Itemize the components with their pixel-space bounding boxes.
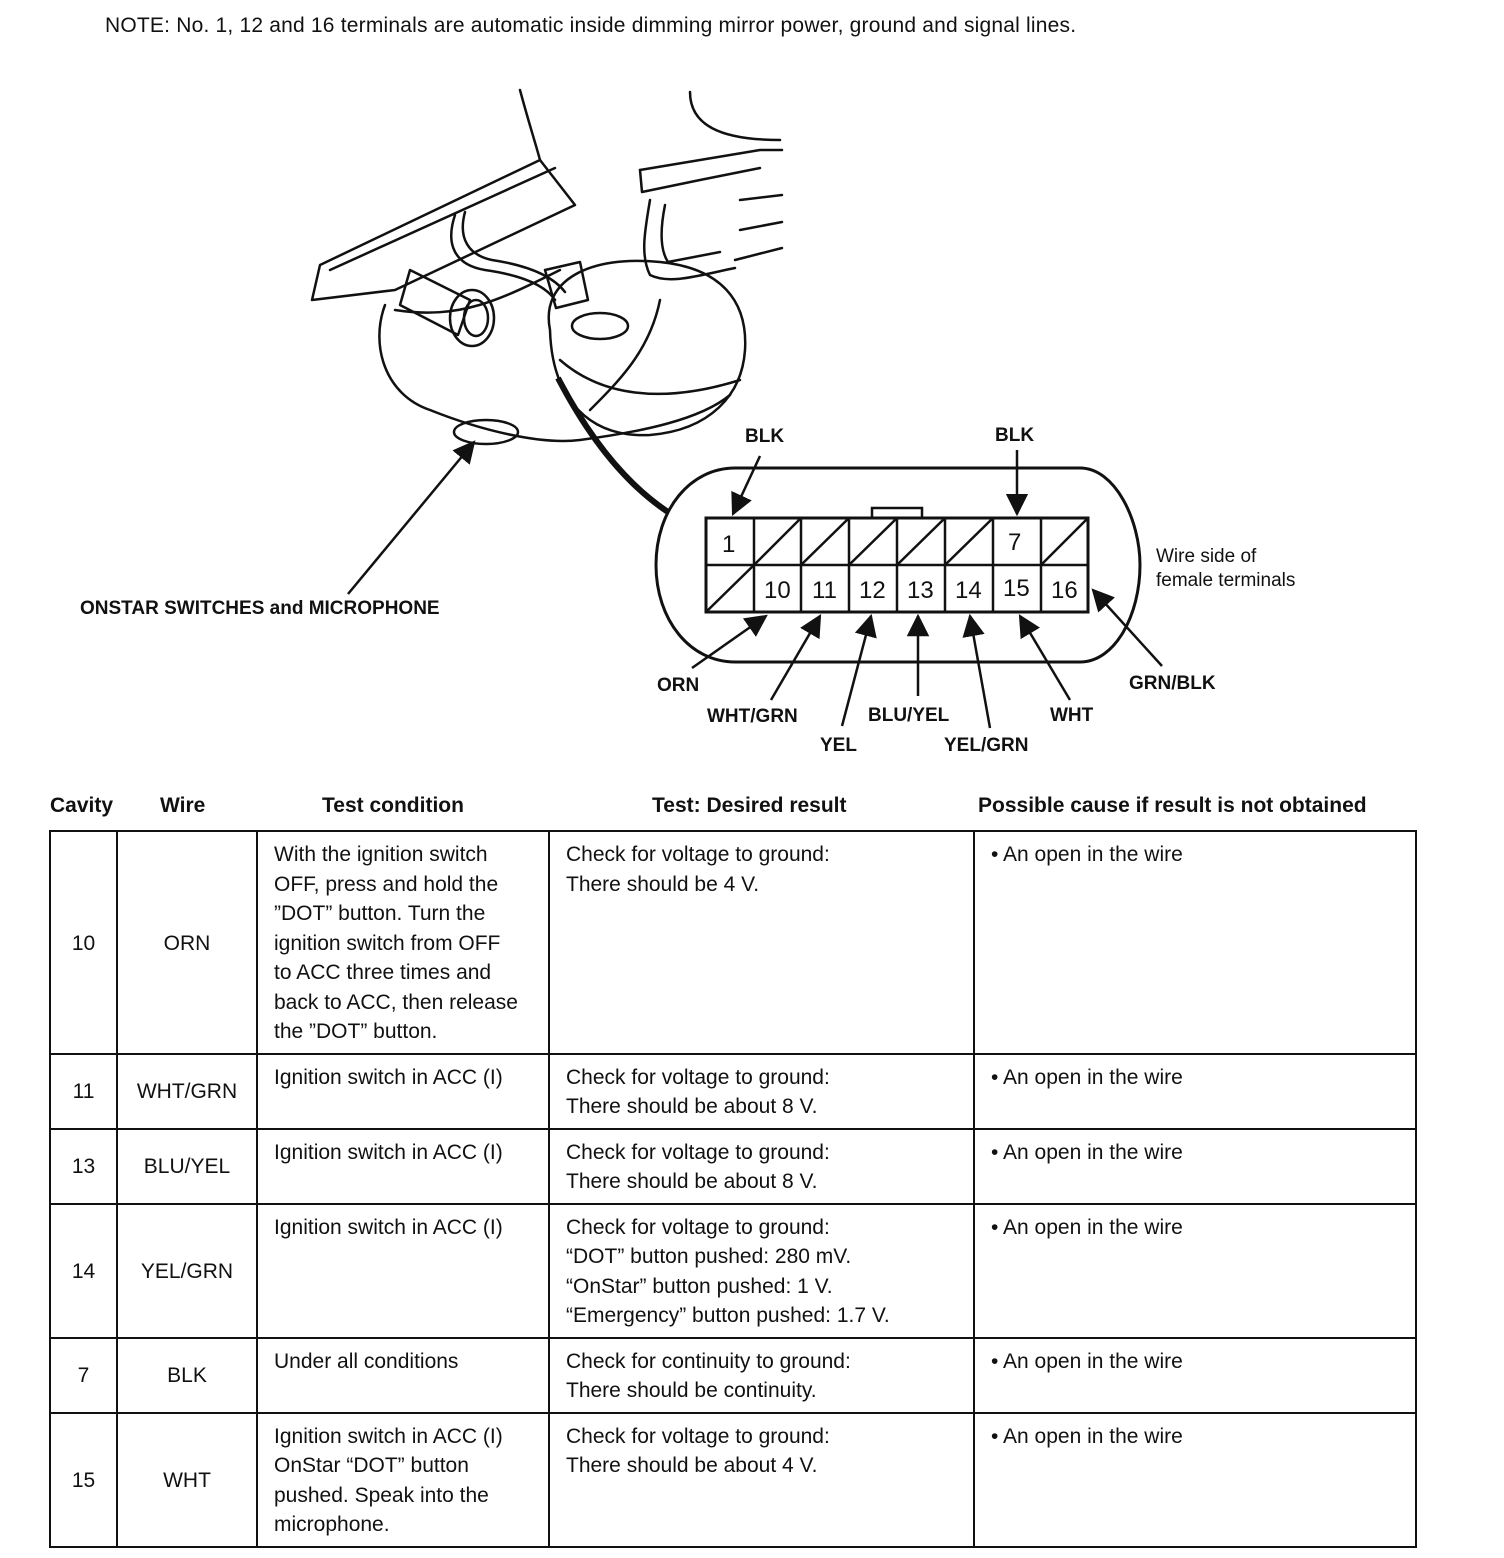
condition-line: ignition switch from OFF <box>274 931 501 955</box>
result-line: “OnStar” button pushed: 1 V. <box>566 1274 833 1298</box>
wire-label-pin12: YEL <box>820 735 857 756</box>
result-line: Check for voltage to ground: <box>566 1215 830 1239</box>
result-line: Check for voltage to ground: <box>566 1140 830 1164</box>
pin-11: 11 <box>812 577 837 604</box>
condition-cell <box>257 1413 549 1547</box>
wire-cell: YEL/GRN <box>117 1204 257 1338</box>
condition-line: Ignition switch in ACC (I) <box>274 1065 503 1089</box>
result-line: “DOT” button pushed: 280 mV. <box>566 1245 852 1268</box>
leader-pin12 <box>842 616 871 726</box>
condition-line: ”DOT” button. Turn the <box>274 902 486 925</box>
wire-harness <box>558 378 668 512</box>
cause-cell <box>974 1413 1416 1547</box>
side-label-line1: Wire side of <box>1156 546 1257 567</box>
wire-label-pin11: WHT/GRN <box>707 706 798 727</box>
table-row <box>50 1129 1416 1204</box>
cause-text: • An open in the wire <box>991 843 1183 866</box>
table-row <box>50 1338 1416 1413</box>
wire-label-pin7: BLK <box>995 425 1035 446</box>
wire-label-pin13: BLU/YEL <box>868 705 950 726</box>
condition-cell <box>257 1204 549 1338</box>
result-cell <box>549 831 974 1054</box>
wire-label-pin15: WHT <box>1050 705 1094 726</box>
pin-10: 10 <box>764 577 791 604</box>
wire-cell: WHT <box>117 1413 257 1547</box>
condition-line: back to ACC, then release <box>274 990 518 1014</box>
wire-label-pin10: ORN <box>657 675 700 696</box>
pin-14: 14 <box>955 577 982 604</box>
condition-cell <box>257 1338 549 1413</box>
cause-cell <box>974 831 1416 1054</box>
wire-label-pin14: YEL/GRN <box>944 735 1029 756</box>
leader-pin15 <box>1020 616 1070 700</box>
condition-line: Under all conditions <box>274 1349 459 1373</box>
result-cell <box>549 1413 974 1547</box>
cause-text: • An open in the wire <box>991 1424 1183 1448</box>
test-table <box>49 830 1417 1548</box>
table-row <box>50 831 1416 1054</box>
cause-text: • An open in the wire <box>991 1215 1183 1239</box>
condition-line: microphone. <box>274 1513 390 1536</box>
cavity-cell: 7 <box>50 1338 117 1413</box>
component-leader-arrow <box>348 442 474 594</box>
cause-cell <box>974 1054 1416 1129</box>
wire-cell: WHT/GRN <box>117 1054 257 1129</box>
pin-1: 1 <box>722 531 736 558</box>
cavity-cell: 13 <box>50 1129 117 1204</box>
wire-cell: BLK <box>117 1338 257 1413</box>
pin-7: 7 <box>1008 529 1022 556</box>
note-text: NOTE: No. 1, 12 and 16 terminals are automatic inside dimming mirror power, ground and signal lines. <box>105 14 1077 37</box>
result-line: There should be about 4 V. <box>566 1454 818 1477</box>
pin-16: 16 <box>1051 577 1078 604</box>
condition-cell <box>257 831 549 1054</box>
leader-pin1 <box>733 456 760 514</box>
cavity-cell: 14 <box>50 1204 117 1338</box>
table-row <box>50 1204 1416 1338</box>
cavity-cell: 10 <box>50 831 117 1054</box>
component-label: ONSTAR SWITCHES and MICROPHONE <box>80 598 440 619</box>
cause-cell <box>974 1204 1416 1338</box>
cause-cell <box>974 1129 1416 1204</box>
result-line: Check for continuity to ground: <box>566 1349 851 1373</box>
pin-12: 12 <box>859 577 886 604</box>
condition-line: to ACC three times and <box>274 961 492 984</box>
condition-line: Ignition switch in ACC (I) <box>274 1140 503 1164</box>
wire-label-pin1: BLK <box>745 426 785 447</box>
result-line: Check for voltage to ground: <box>566 1424 830 1448</box>
leader-pin10 <box>692 616 766 668</box>
cause-text: • An open in the wire <box>991 1140 1183 1164</box>
header-possible-cause: Possible cause if result is not obtained <box>978 794 1367 817</box>
header-cavity: Cavity <box>50 794 114 817</box>
condition-cell <box>257 1054 549 1129</box>
condition-line: Ignition switch in ACC (I) <box>274 1424 503 1448</box>
wire-cell: ORN <box>117 831 257 1054</box>
condition-line: With the ignition switch <box>274 843 488 866</box>
result-line: There should be continuity. <box>566 1379 817 1402</box>
header-wire: Wire <box>160 794 206 817</box>
result-line: Check for voltage to ground: <box>566 843 830 866</box>
cavity-cell: 11 <box>50 1054 117 1129</box>
connector <box>656 468 1140 662</box>
leader-pin11 <box>771 616 820 700</box>
wire-cell: BLU/YEL <box>117 1129 257 1204</box>
condition-line: Ignition switch in ACC (I) <box>274 1215 503 1239</box>
cavity-cell: 15 <box>50 1413 117 1547</box>
header-test-condition: Test condition <box>322 794 464 817</box>
result-cell <box>549 1129 974 1204</box>
leader-pin14 <box>970 616 990 728</box>
wire-label-pin16: GRN/BLK <box>1129 673 1216 694</box>
result-line: There should be 4 V. <box>566 872 760 896</box>
condition-cell <box>257 1129 549 1204</box>
cause-cell <box>974 1338 1416 1413</box>
condition-line: OnStar “DOT” button <box>274 1454 469 1477</box>
result-line: There should be about 8 V. <box>566 1170 818 1193</box>
pin-13: 13 <box>907 577 934 604</box>
result-cell <box>549 1338 974 1413</box>
side-label-line2: female terminals <box>1156 570 1296 591</box>
pin-15: 15 <box>1003 575 1030 602</box>
result-cell <box>549 1204 974 1338</box>
result-line: Check for voltage to ground: <box>566 1065 830 1089</box>
cause-text: • An open in the wire <box>991 1065 1183 1089</box>
mirror-assembly-drawing <box>312 90 782 444</box>
result-line: “Emergency” button pushed: 1.7 V. <box>566 1304 890 1327</box>
cause-text: • An open in the wire <box>991 1349 1183 1373</box>
condition-line: OFF, press and hold the <box>274 872 499 896</box>
table-row <box>50 1413 1416 1547</box>
result-cell <box>549 1054 974 1129</box>
condition-line: the ”DOT” button. <box>274 1020 438 1043</box>
header-desired-result: Test: Desired result <box>652 794 847 817</box>
table-row <box>50 1054 1416 1129</box>
result-line: There should be about 8 V. <box>566 1095 818 1118</box>
condition-line: pushed. Speak into the <box>274 1483 489 1507</box>
